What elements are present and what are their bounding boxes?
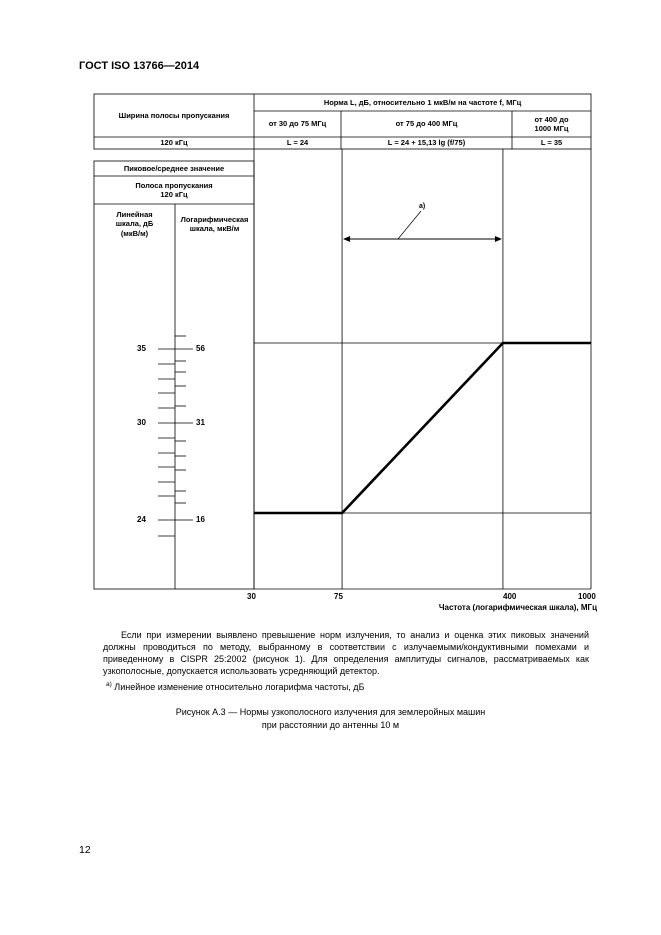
formula-low: L = 24 bbox=[286, 138, 309, 148]
norm-header: Норма L, дБ, относительно 1 мкВ/м на частоте f, МГц bbox=[323, 97, 522, 107]
log-tick-label: 56 bbox=[196, 344, 205, 353]
formula-mid: L = 24 + 15,13 lg (f/75) bbox=[387, 138, 466, 148]
annotation-label: а) bbox=[419, 203, 426, 210]
annotation-leader bbox=[398, 211, 421, 239]
body-paragraph: Если при измерении выявлено превышение норм излучения, то анализ и оценка этих пиковых значений должны проводиться по методу, выбранному в соответствии с излучаемыми/кондуктивными помехами и приведенному в CISPR 25:2002 (рисунок 1). Для определения амплитуды сигналов, рассматриваемых как узкополосные, допускается использовать усредняющий детектор. bbox=[103, 630, 589, 677]
bandwidth-column-header: Ширина полосы пропускания bbox=[118, 110, 230, 120]
detector-label: Пиковое/среднее значение bbox=[123, 163, 225, 173]
bandwidth-value: 120 кГц bbox=[160, 138, 188, 148]
caption-line: при расстоянии до антенны 10 м bbox=[261, 719, 400, 730]
limit-line bbox=[254, 343, 591, 513]
log-tick-label: 16 bbox=[196, 515, 205, 524]
page-number: 12 bbox=[79, 844, 91, 856]
log-scale-label: Логарифмическая шкала, мкВ/м bbox=[180, 214, 249, 233]
range-30-75-header: от 30 до 75 МГц bbox=[268, 119, 327, 129]
figure-caption bbox=[60, 706, 601, 731]
x-tick-label: 400 bbox=[503, 592, 517, 601]
arrowhead-right-icon bbox=[495, 236, 502, 242]
formula-high: L = 35 bbox=[540, 138, 563, 148]
linear-tick-label: 30 bbox=[137, 418, 146, 427]
footnote-text: Линейное изменение относительно логарифма частоты, дБ bbox=[114, 682, 365, 692]
linear-scale-label: Линейная шкала, дБ (мкВ/м) bbox=[115, 209, 154, 238]
document-header: ГОСТ ISO 13766—2014 bbox=[79, 60, 200, 72]
footnote-mark: а) bbox=[106, 681, 112, 688]
range-400-1000-header: от 400 до 1000 МГц bbox=[534, 114, 569, 133]
x-tick-label: 75 bbox=[334, 592, 343, 601]
linear-tick-label: 35 bbox=[137, 344, 146, 353]
caption-line: Рисунок А.3 — Нормы узкополосного излучения для землеройных машин bbox=[175, 707, 486, 717]
footnote bbox=[106, 681, 364, 692]
bandwidth-label: Полоса пропускания 120 кГц bbox=[135, 180, 213, 199]
log-tick-label: 31 bbox=[196, 418, 205, 427]
arrowhead-left-icon bbox=[343, 236, 350, 242]
x-axis-title: Частота (логарифмическая шкала), МГц bbox=[438, 603, 597, 612]
x-tick-label: 1000 bbox=[578, 592, 596, 601]
range-75-400-header: от 75 до 400 МГц bbox=[395, 119, 458, 129]
x-tick-label: 30 bbox=[247, 592, 256, 601]
linear-tick-label: 24 bbox=[137, 515, 146, 524]
